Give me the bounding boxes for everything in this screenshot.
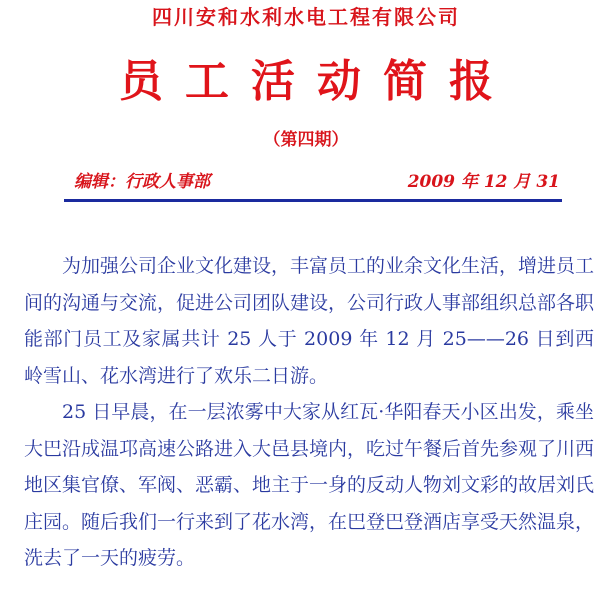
article-body [24, 248, 594, 577]
paragraph: 25 日早晨，在一层浓雾中大家从红瓦·华阳春天小区出发，乘坐大巴沿成温邛高速公路进入大邑县境内，吃过午餐后首先参观了川西地区集官僚、军阀、恶霸、地主于一身的反动人物刘文彩的故居刘氏庄园。随后我们一行来到了花水湾，在巴登巴登酒店享受天然温泉，洗去了一天的疲劳。 [24, 401, 595, 569]
editor-line: 编辑：行政人事部 [74, 172, 210, 192]
company-name: 四川安和水利水电工程有限公司 [152, 5, 460, 29]
header-divider [64, 199, 562, 202]
issue-date: 2009 年 12 月 31 [407, 172, 560, 192]
paragraph: 为加强公司企业文化建设，丰富员工的业余文化生活，增进员工间的沟通与交流，促进公司团队建设，公司行政人事部组织总部各职能部门员工及家属共计 25 人于 2009 年 12 月 25——26 日到西岭雪山、花水湾进行了欢乐二日游。 [24, 255, 595, 387]
issue-number: （第四期） [263, 130, 349, 150]
newsletter-title: 员工活动简报 [119, 56, 515, 107]
